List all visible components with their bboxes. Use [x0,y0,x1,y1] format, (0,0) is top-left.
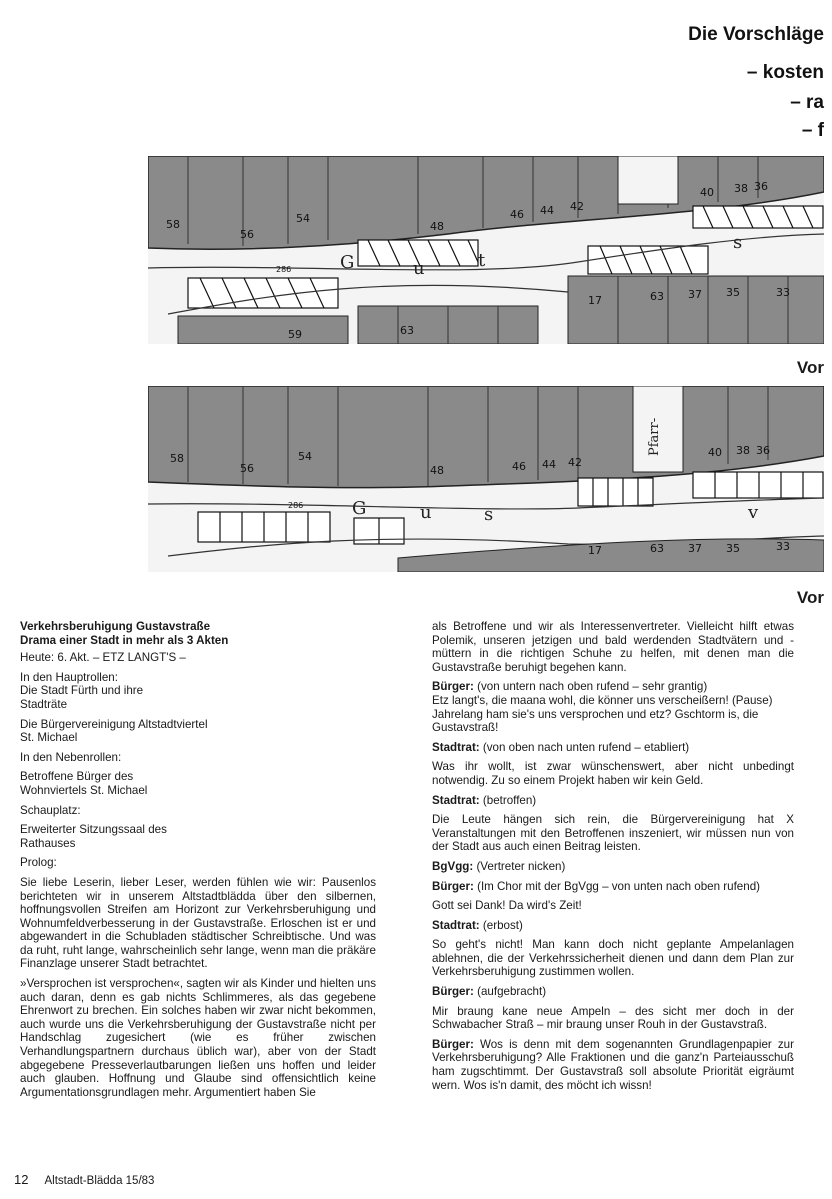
speech: Mir braung kane neue Ampeln – des sicht mer doch in der Schwabacher Straß – mir braung unser Rouh in der Gustavstraß. [432,1004,794,1032]
house-number: 58 [166,218,180,231]
house-number: 63 [400,324,414,337]
house-number: 17 [588,544,602,557]
speech: Etz langt's, die maana wohl, die könner uns verscheißern! (Pause) Jahrelang ham sie's uns versprochen und etz? Gschtorm is, die Gustavstraß! [432,693,773,735]
street-map-proposed [148,386,824,572]
speaker: Bürger: [432,1037,474,1051]
house-number: 33 [776,286,790,299]
dialogue-line [432,860,794,874]
role-city: Die Stadt Fürth und ihre Stadträte [20,684,144,711]
left-column [20,620,376,1105]
house-number: 63 [650,290,664,303]
stage-direction: (von oben nach unten rufend – etabliert) [479,740,690,754]
dialogue-line [432,919,794,933]
publication-name: Altstadt-Blädda 15/83 [44,1175,155,1187]
stage-direction: (betroffen) [479,793,537,807]
street-letter: v [748,502,759,523]
house-number: 44 [540,204,554,217]
house-number: 36 [756,444,770,457]
street-letter: s [484,504,494,525]
street-map-1-svg [148,156,824,344]
house-number: 42 [570,200,584,213]
house-number: 17 [588,294,602,307]
house-number: 37 [688,288,702,301]
house-number: 40 [708,446,722,459]
street-map-current [148,156,824,344]
speech: Gott sei Dank! Da wird's Zeit! [432,899,582,913]
subtitle-line-2: – ra [790,92,824,113]
speech: Wos is denn mit dem sogenannten Grundlagenpapier zur Verkehrsberuhigung? Alle Fraktionen und die ganz'n Parteiausschuß ham zugschtimmt. Der Gustavstraß soll absolute Priorität eigräumt wern. Wos is'n damit, des möcht ich wissn! [432,1037,794,1092]
elevation-mark: 286 [276,265,292,274]
page-title: Die Vorschläge [688,24,824,45]
stage-direction: (von untern nach oben rufend – sehr grantig) [473,680,708,694]
house-number: 58 [170,452,184,465]
house-number: 54 [298,450,312,463]
house-number: 33 [776,540,790,553]
page-footer [14,1172,154,1187]
prolog-heading: Prolog: [20,856,57,870]
street-letter: G [340,252,355,273]
house-number: 46 [512,460,526,473]
prolog-paragraph-1: Sie liebe Leserin, lieber Leser, werden fühlen wie wir: Pausenlos berichteten wir in unserem Altstadtblädda über den silbernen, hoffnungsvollen Streifen am Horizont zur Verkehrsberuhigung und Wohnumfeldverbesserung in der Gustavstraße. Erloschen ist er und abgewandert in die Schubladen städtischer Schreibtische. Und was da ruht, ruht lange, wahrscheinlich sehr lange, wenn man die präkäre Finanzlage unserer Stadt betrachtet. [20,875,376,971]
house-number: 48 [430,464,444,477]
role-association: Die Bürgervereinigung Altstadtviertel St. Michael [20,717,208,745]
elevation-mark: 286 [288,501,304,510]
right-column [432,620,794,1098]
stage-direction: (aufgebracht) [473,985,547,999]
speaker: Stadtrat: [432,918,480,932]
street-sign: Pfarr- [647,417,662,456]
place-text: Erweiterter Sitzungssaal des Rathauses [20,823,167,850]
page-number: 12 [14,1172,29,1187]
house-number: 37 [688,542,702,555]
speech: Die Leute hängen sich rein, die Bürgervereinigung hat X Veranstaltungen mit den Betroffenen inszeniert, wir müssen nun von der Stadt aus auch einen Beitrag leisten. [432,813,794,854]
stage-direction: (erbost) [479,918,523,932]
speech: Was ihr wollt, ist zwar wünschenswert, aber nicht unbedingt notwendig. Zu so einem Projekt haben wir kein Geld. [432,760,794,787]
main-roles-heading: In den Hauptrollen: [20,670,118,684]
speaker: Bürger: [432,985,474,999]
house-number: 56 [240,228,254,241]
subtitle-line-1: – kosten [746,62,824,83]
open-lot [618,156,678,204]
side-roles-heading: In den Nebenrollen: [20,750,122,764]
street-letter: t [478,250,486,271]
house-number: 54 [296,212,310,225]
dialogue-line [432,794,794,808]
house-number: 35 [726,286,740,299]
house-number: 38 [736,444,750,457]
house-number: 63 [650,542,664,555]
house-number: 46 [510,208,524,221]
dialogue-line [432,880,794,894]
house-number: 59 [288,328,302,341]
stage-direction: (Vertreter nicken) [473,859,566,873]
house-number: 42 [568,456,582,469]
article-title: Verkehrsberuhigung Gustavstraße [20,620,211,633]
speech: So geht's nicht! Man kann doch nicht geplante Ampelanlagen ablehnen, die der Verkehrssicherheit dienen und dann dem Plan zur Verkehrsberuhigung zustimmen wollen. [432,938,794,979]
article-subtitle: Drama einer Stadt in mehr als 3 Akten [20,633,229,647]
subtitle-line-3: – f [801,120,824,141]
house-number: 44 [542,458,556,471]
variant-label-2: Vor [796,588,824,607]
street-letter: G [352,498,367,519]
house-number: 48 [430,220,444,233]
speaker: Bürger: [432,879,474,893]
street-letter: u [413,258,425,279]
speaker: Stadtrat: [432,740,480,754]
dialogue-line [432,741,794,755]
speaker: BgVgg: [432,859,474,873]
dialogue-line [432,1038,794,1092]
place-heading: Schauplatz: [20,803,81,817]
variant-label-1: Vor [796,358,824,377]
building-block-south [398,539,824,572]
intro-continuation: als Betroffene und wir als Interessenvertreter. Vielleicht hilft etwas Polemik, unseren jetzigen und bald werdenden Stadtvätern und -müttern in die richtigen Schuhe zu helfen, mit denen man die Gustavstraße beruhigt begehen kann. [432,620,794,674]
street-letter: s [733,232,743,253]
stage-direction: (Im Chor mit der BgVgg – von unten nach oben rufend) [473,879,761,893]
side-role-residents: Betroffene Bürger des Wohnviertels St. Michael [20,770,148,797]
house-number: 36 [754,180,768,193]
speaker: Stadtrat: [432,793,480,807]
house-number: 38 [734,182,748,195]
speaker: Bürger: [432,680,474,694]
dialogue-line [432,680,794,734]
street-map-2-svg [148,386,824,572]
dialogue-line [432,985,794,999]
house-number: 35 [726,542,740,555]
prolog-paragraph-2: »Versprochen ist versprochen«, sagten wir als Kinder und hielten uns auch daran, denn es gab nichts Schlimmeres, als das gegebene Ehrenwort zu brechen. Ein solches haben wir zwar nicht bekommen, auch wurde uns die Verkehrsberuhigung der Gustavstraße nicht per Handschlag zugesichert (wie es früher zwischen Verhandlungspartnern durchaus üblich war), aber von der Stadt abgegebene Presseverlautbarungen ließen uns hoffen und leider auch glauben. Hoffnung und Glaube sind offensichtlich keine Argumentationsgrundlagen mehr. Argumentiert haben Sie [20,977,376,1099]
house-number: 56 [240,462,254,475]
house-number: 40 [700,186,714,199]
act-line: Heute: 6. Akt. – ETZ LANGT'S – [20,651,186,665]
street-letter: u [420,502,432,523]
